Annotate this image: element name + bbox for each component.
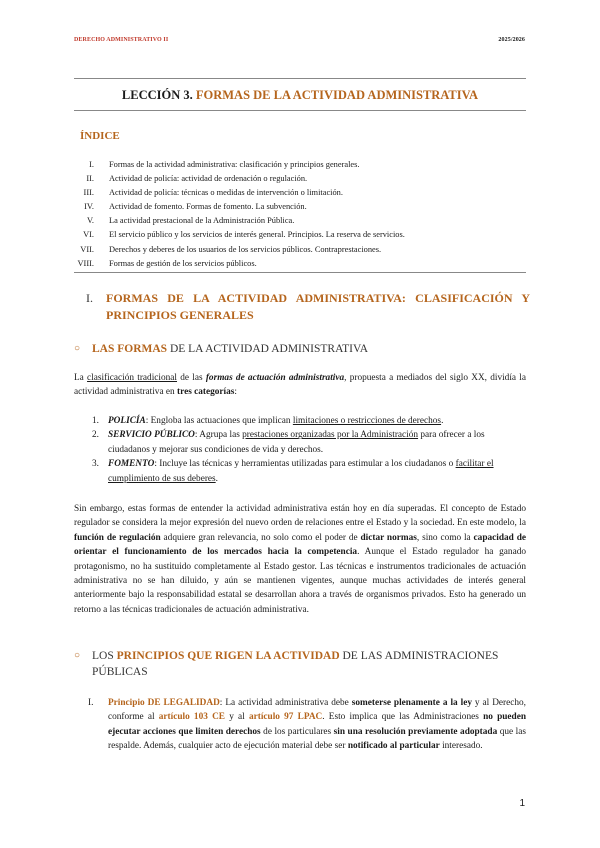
running-header-course: DERECHO ADMINISTRATIVO II bbox=[74, 37, 169, 43]
subsection-heading-principles: ○ LOS PRINCIPIOS QUE RIGEN LA ACTIVIDAD DE LAS ADMINISTRACIONES PÚBLICAS bbox=[74, 650, 499, 678]
divider bbox=[74, 110, 526, 111]
divider bbox=[74, 78, 526, 79]
principles-list bbox=[88, 696, 526, 754]
toc-item: VI. El servicio público y los servicios de interés general. Principios. La reserva de servicios. bbox=[83, 230, 405, 240]
table-of-contents bbox=[74, 158, 526, 271]
subsection-heading-forms: ○ LAS FORMAS DE LA ACTIVIDAD ADMINISTRATIVA bbox=[74, 343, 369, 355]
regulator-paragraph: Sin embargo, estas formas de entender la actividad administrativa están hoy en día superadas. El concepto de Estado regulador se considera la mejor expresión del nuevo orden de relaciones entre el Estado y la sociedad. En este modelo, la función de regulación adquiere gran relevancia, no solo como el poder de dictar normas, sino como la capacidad de orientar el funcionamiento de los mercados hacia la competencia. Aunque el Estado regulador ha ganado protagonismo, no ha sustituido completamente al Estado gestor. Las técnicas e instrumentos tradicionales de actuación administrativa no se han diluido, y aún se mantienen vigentes, aunque muchas actividades de interés general anteriormente bajo la responsabilidad estatal se desarrollan ahora a través de organismos privados. Esto ha generado un retorno a las técnicas tradicionales de actuación administrativa. bbox=[74, 504, 527, 615]
list-item: 1. POLICÍA: Engloba las actuaciones que implican limitaciones o restricciones de derechos. bbox=[92, 416, 444, 426]
index-heading: ÍNDICE bbox=[80, 130, 120, 142]
lesson-name: FORMAS DE LA ACTIVIDAD ADMINISTRATIVA bbox=[195, 88, 479, 102]
page-number: 1 bbox=[519, 798, 525, 809]
divider bbox=[74, 272, 526, 273]
lesson-number: LECCIÓN 3. bbox=[121, 88, 193, 102]
toc-item: VII. Derechos y deberes de los usuarios de los servicios públicos. Contraprestaciones. bbox=[80, 244, 382, 254]
intro-paragraph: La clasificación tradicional de las formas de actuación administrativa, propuesta a mediados del siglo XX, dividía la actividad administrativa en tres categorías: bbox=[74, 373, 526, 398]
list-item: I. Principio DE LEGALIDAD: La actividad administrativa debe someterse plenamente a la ley y al Derecho, conforme al artículo 103 CE y al artículo 97 LPAC. Esto implica que las Administraciones no pueden ejecutar acciones que limiten derechos de los particulares sin una resolución previamente adoptada que las respalde. Además, cualquier acto de ejecución material debe ser notificado al particular interesado. bbox=[88, 698, 527, 752]
toc-item: IV. Actividad de fomento. Formas de fomento. La subvención. bbox=[84, 202, 307, 212]
toc-item: VIII. Formas de gestión de los servicios públicos. bbox=[77, 258, 257, 268]
toc-item: II. Actividad de policía: actividad de ordenación o regulación. bbox=[86, 174, 308, 184]
list-item: 2. SERVICIO PÚBLICO: Agrupa las prestaciones organizadas por la Administración para ofrecer a los ciudadanos y mejorar sus condiciones de vida y derechos. bbox=[92, 430, 485, 455]
toc-item: III. Actividad de policía: técnicas o medidas de intervención o limitación. bbox=[83, 188, 343, 198]
lesson-title bbox=[74, 88, 526, 103]
circle-bullet-icon: ○ bbox=[74, 650, 81, 661]
section-heading: I. FORMAS DE LA ACTIVIDAD ADMINISTRATIVA: CLASIFICACIÓN Y PRINCIPIOS GENERALES bbox=[86, 291, 530, 322]
running-header-year: 2025/2026 bbox=[498, 37, 525, 43]
toc-item: V. La actividad prestacional de la Administración Pública. bbox=[86, 216, 295, 226]
circle-bullet-icon: ○ bbox=[74, 343, 81, 354]
toc-item: I. Formas de la actividad administrativa: clasificación y principios generales. bbox=[89, 160, 360, 169]
list-item: 3. FOMENTO: Incluye las técnicas y herramientas utilizadas para estimular a los ciudadanos o facilitar el cumplimiento de sus deberes. bbox=[92, 459, 494, 484]
categories-list bbox=[92, 414, 526, 486]
